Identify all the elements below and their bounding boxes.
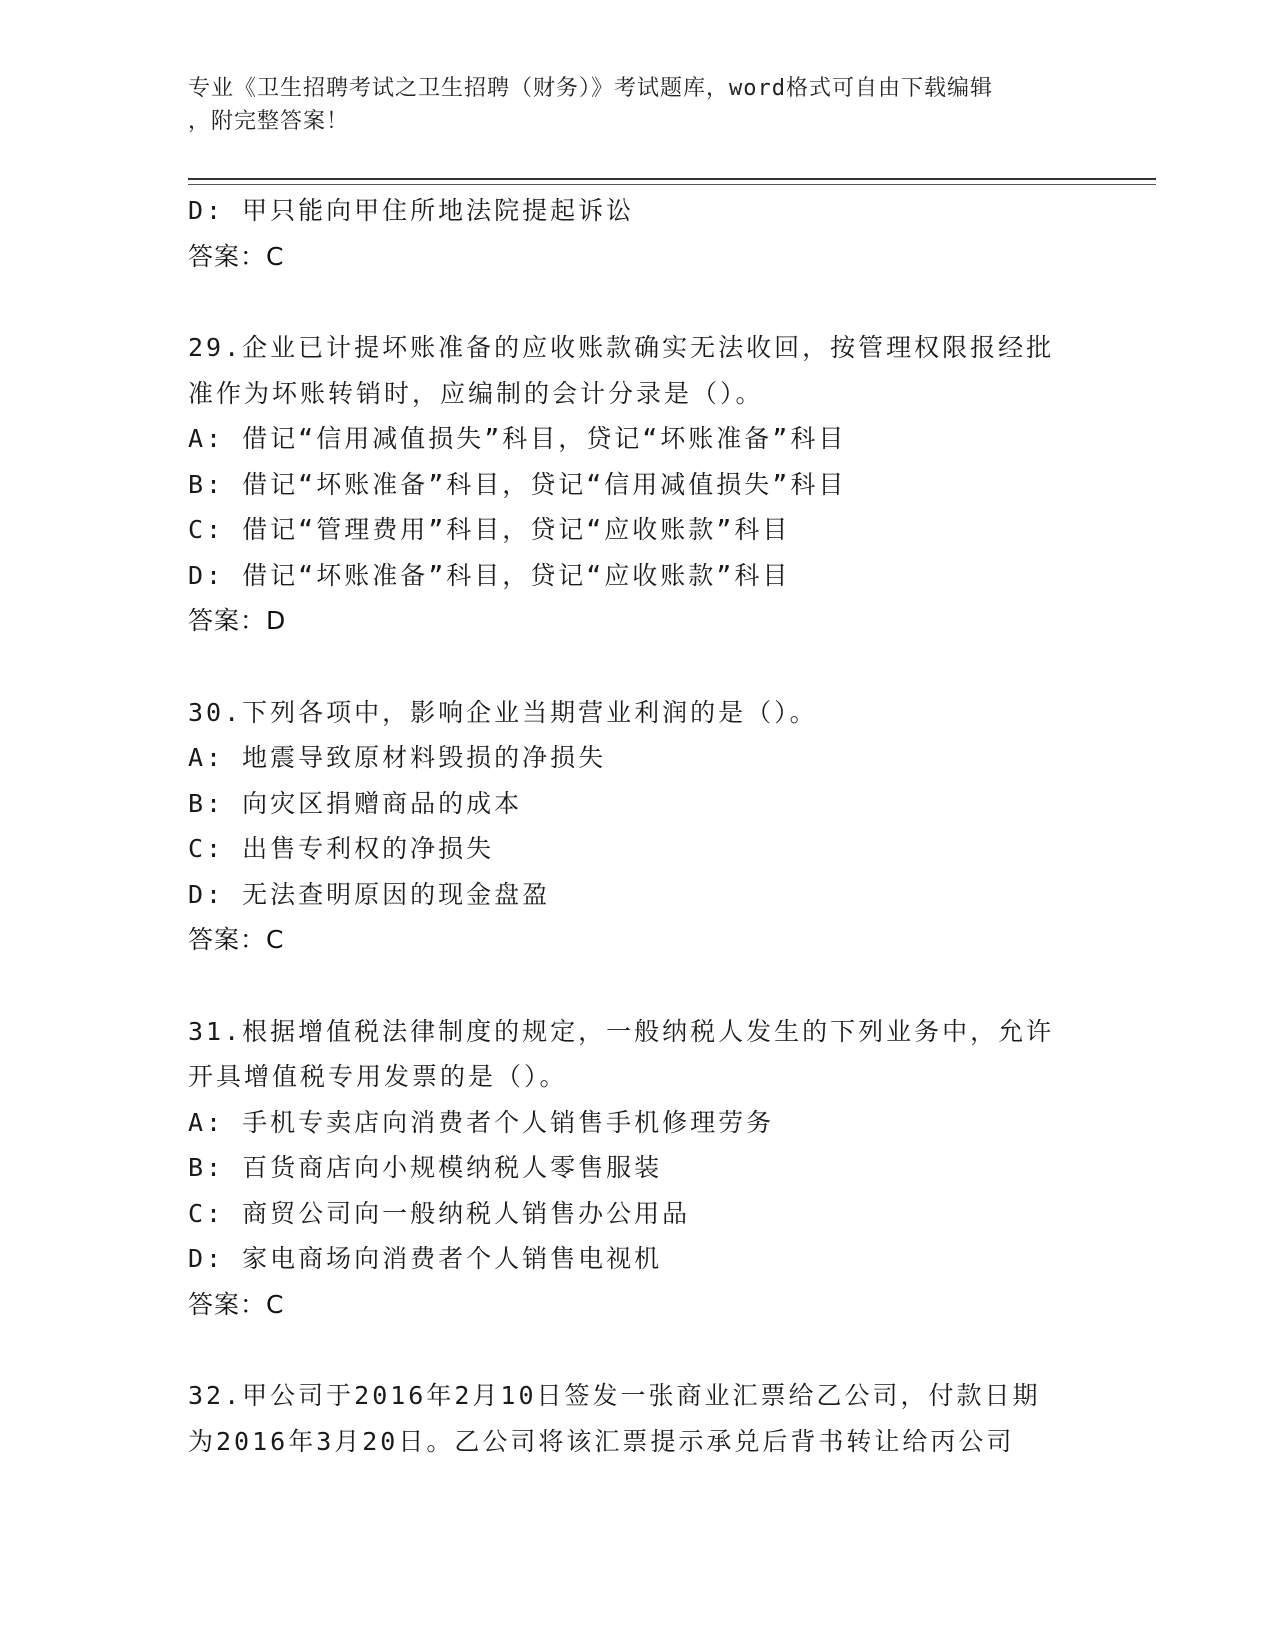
question-list xyxy=(188,188,1088,1464)
page-header xyxy=(188,72,1088,138)
q30-option-d: D: 无法查明原因的现金盘盈 xyxy=(188,879,551,909)
header-divider-thick xyxy=(188,178,1156,180)
q29-option-d: D: 借记“坏账准备”科目，贷记“应收账款”科目 xyxy=(188,560,791,590)
q31-option-c: C: 商贸公司向一般纳税人销售办公用品 xyxy=(188,1198,691,1228)
q30-stem-line-1: 30.下列各项中，影响企业当期营业利润的是（）。 xyxy=(188,697,818,727)
q30-option-b: B: 向灾区捐赠商品的成本 xyxy=(188,788,523,818)
q30-option-c: C: 出售专利权的净损失 xyxy=(188,834,495,863)
question-32 xyxy=(188,1373,1088,1464)
q30-answer: 答案：C xyxy=(188,925,285,954)
q29-stem-line-2: 准作为坏账转销时，应编制的会计分录是（）。 xyxy=(188,378,764,408)
header-line-2: ，附完整答案！ xyxy=(188,109,350,134)
header-divider-thin xyxy=(188,184,1156,185)
question-29 xyxy=(188,325,1088,644)
q31-answer: 答案：C xyxy=(188,1289,285,1319)
q29-stem-line-1: 29.企业已计提坏账准备的应收账款确实无法收回，按管理权限报经批 xyxy=(188,333,1055,362)
spacer xyxy=(188,1327,1088,1373)
q31-option-b: B: 百货商店向小规模纳税人零售服装 xyxy=(188,1153,663,1182)
q31-stem-line-2: 开具增值税专用发票的是（）。 xyxy=(188,1062,568,1091)
q31-option-d: D: 家电商场向消费者个人销售电视机 xyxy=(188,1244,663,1273)
spacer xyxy=(188,963,1088,1009)
q29-option-c: C: 借记“管理费用”科目，贷记“应收账款”科目 xyxy=(188,515,791,544)
spacer xyxy=(188,644,1088,690)
q30-option-a: A: 地震导致原材料毁损的净损失 xyxy=(188,743,607,772)
q31-stem-line-1: 31.根据增值税法律制度的规定，一般纳税人发生的下列业务中，允许 xyxy=(188,1016,1055,1046)
q32-stem-line-2: 为2016年3月20日。乙公司将该汇票提示承兑后背书转让给丙公司 xyxy=(188,1426,1015,1456)
q28-answer: 答案：C xyxy=(188,241,285,271)
header-line-1: 专业《卫生招聘考试之卫生招聘（财务）》考试题库，word格式可自由下载编辑 xyxy=(188,76,993,101)
q31-option-a: A: 手机专卖店向消费者个人销售手机修理劳务 xyxy=(188,1107,775,1137)
q28-option-d: D: 甲只能向甲住所地法院提起诉讼 xyxy=(188,196,635,225)
q29-answer: 答案：D xyxy=(188,606,287,635)
question-31 xyxy=(188,1009,1088,1328)
q29-option-b: B: 借记“坏账准备”科目，贷记“信用减值损失”科目 xyxy=(188,469,847,499)
q29-option-a: A: 借记“信用减值损失”科目，贷记“坏账准备”科目 xyxy=(188,424,847,453)
q32-stem-line-1: 32.甲公司于2016年2月10日签发一张商业汇票给乙公司，付款日期 xyxy=(188,1381,1041,1410)
question-30 xyxy=(188,690,1088,963)
spacer xyxy=(188,279,1088,325)
question-28 xyxy=(188,188,1088,279)
